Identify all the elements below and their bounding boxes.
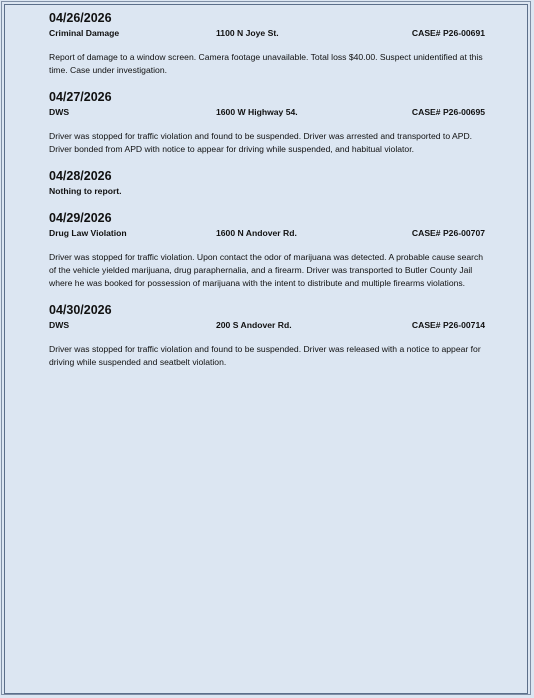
entry-description: Driver was stopped for traffic violation and found to be suspended. Driver was released with a notice to appear for driving while suspended and seatbelt violation. (49, 344, 481, 367)
entry-type: Drug Law Violation (49, 228, 127, 239)
entry-type: DWS (49, 107, 70, 118)
entry-description: Driver was stopped for traffic violation and found to be suspended. Driver was arrested and transported to APD. Driver bonded from APD with notice to appear for driving while suspended, and habitual violator. (49, 131, 473, 154)
police-log (49, 11, 485, 382)
entry-description: Driver was stopped for traffic violation. Upon contact the odor of marijuana was detected. A probable cause search of the vehicle yielded marijuana, drug paraphernalia, and a firearm. Driver was transported to Butler County Jail where he was booked for possession of marijuana with the intent to distribute and multiple firearms violations. (49, 252, 484, 288)
entry-description: Report of damage to a window screen. Camera footage unavailable. Total loss $40.00. Suspect unidentified at this time. Case under investigation. (49, 52, 483, 75)
entry-case-number: CASE# P26-00691 (411, 28, 485, 38)
log-entry (49, 211, 485, 289)
entry-type: Criminal Damage (49, 28, 120, 38)
entry-address: 1600 W Highway 54. (216, 107, 298, 118)
entry-address: 1600 N Andover Rd. (216, 228, 297, 239)
entry-meta (49, 227, 485, 239)
entry-case-number: CASE# P26-00707 (411, 228, 485, 239)
entry-date: 04/27/2026 (49, 90, 112, 105)
entry-case-number: CASE# P26-00714 (411, 320, 485, 331)
entry-date: 04/30/2026 (49, 303, 112, 318)
log-entry (49, 11, 485, 76)
log-entry (49, 303, 485, 368)
entry-address: 200 S Andover Rd. (216, 320, 292, 331)
log-entry (49, 90, 485, 155)
entry-address: 1100 N Joye St. (216, 28, 279, 38)
entry-date: 04/26/2026 (49, 11, 112, 25)
entry-type: DWS (49, 320, 70, 331)
entry-meta (49, 27, 485, 39)
entry-meta (49, 106, 485, 118)
entry-nothing-to-report: Nothing to report. (49, 186, 122, 197)
entry-date: 04/29/2026 (49, 211, 112, 226)
entry-meta (49, 319, 485, 331)
entry-date: 04/28/2026 (49, 169, 112, 184)
entry-case-number: CASE# P26-00695 (411, 107, 485, 118)
log-entry (49, 169, 485, 197)
